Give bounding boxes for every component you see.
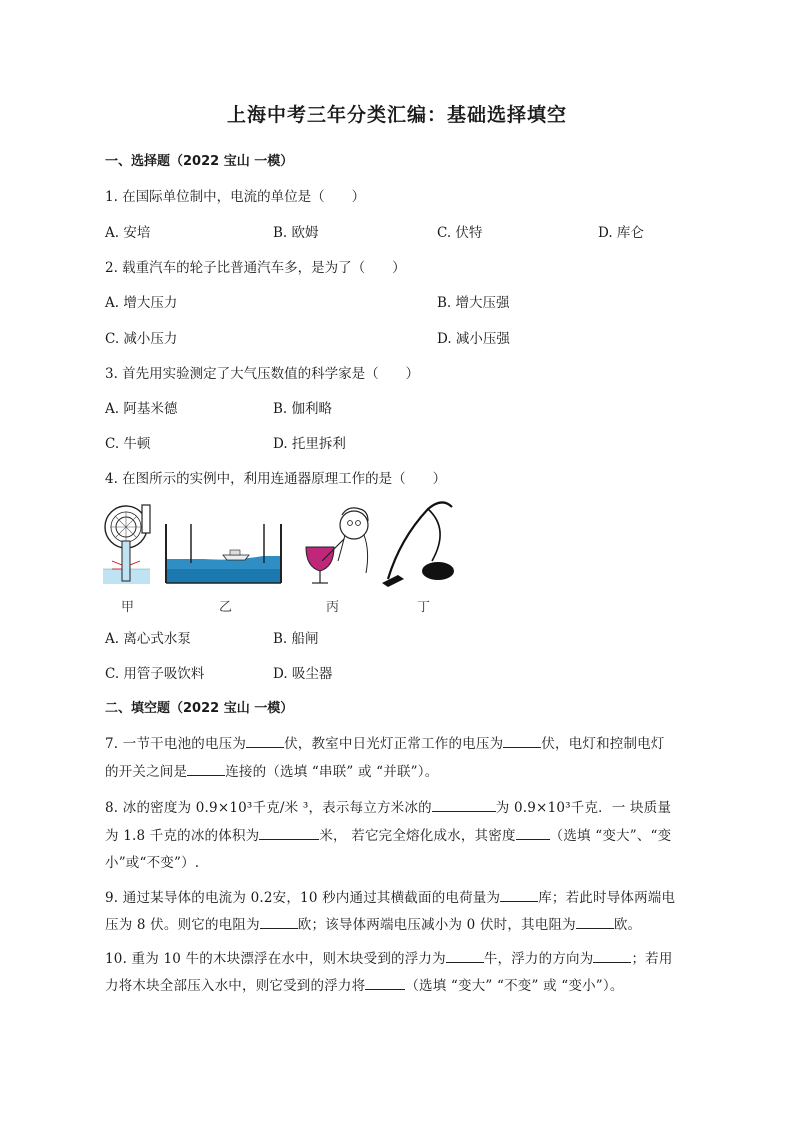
q4-option-d: D. 吸尘器 [273, 666, 333, 682]
q3-option-d: D. 托里拆利 [273, 436, 346, 452]
q10-blank-2 [593, 948, 631, 963]
figure-label-bing: 丙 [326, 600, 340, 615]
q4-option-b: B. 船闸 [273, 631, 319, 647]
question-8-line-1 [105, 796, 671, 816]
q10-blank-1 [446, 948, 484, 963]
q8-blank-3 [516, 825, 550, 840]
q4-option-c: C. 用管子吸饮料 [105, 666, 205, 682]
q8-text-5: （选填 “变大”、“变 [549, 828, 672, 844]
q2-option-d: D. 减小压强 [437, 331, 510, 347]
q9-blank-1 [500, 887, 538, 902]
q9-text-1: 9. 通过某导体的电流为 0.2安，10 秒内通过其横截面的电荷量为 [105, 890, 501, 906]
q8-text-3: 为 1.8 千克的冰的体积为 [105, 828, 260, 844]
q7-text-3: 伏，电灯和控制电灯 [541, 736, 665, 752]
q10-text-4: 力将木块全部压入水中，则它受到的浮力将 [105, 978, 366, 994]
q10-text-2: 牛，浮力的方向为 [483, 951, 594, 967]
question-9-line-2 [105, 913, 641, 933]
q7-text-2: 伏，教室中日光灯正常工作的电压为 [284, 736, 504, 752]
q7-text-4: 的开关之间是 [105, 764, 188, 780]
q10-text-3: ；若用 [631, 951, 673, 967]
q10-text-5: （选填 “变大” “不变” 或 “变小”）。 [405, 978, 624, 994]
q1-option-d: D. 库仑 [598, 225, 644, 241]
page-title: 上海中考三年分类汇编：基础选择填空 [226, 104, 567, 126]
figure-ship-lock [163, 519, 285, 585]
q3-option-a: A. 阿基米德 [105, 401, 178, 417]
q9-text-2: 库；若此时导体两端电 [538, 890, 676, 906]
question-4-stem: 4. 在图所示的实例中，利用连通器原理工作的是（ ） [105, 471, 447, 487]
q10-text-1: 10. 重为 10 牛的木块漂浮在水中，则木块受到的浮力为 [105, 951, 446, 967]
q10-blank-3 [365, 975, 405, 990]
q1-option-a: A. 安培 [105, 225, 151, 241]
figure-label-jia: 甲 [121, 600, 135, 615]
q9-blank-3 [576, 914, 614, 929]
q7-text-5: 连接的（选填 “串联” 或 “并联”）。 [225, 764, 439, 780]
question-7-line-2 [105, 760, 438, 780]
q1-option-b: B. 欧姆 [273, 225, 319, 241]
figure-label-ding: 丁 [417, 600, 431, 615]
q8-text-2: 为 0.9×10³千克．一 块质量 [495, 800, 672, 816]
figure-label-yi: 乙 [219, 600, 233, 615]
figure-centrifugal-pump [102, 503, 152, 585]
q3-option-c: C. 牛顿 [105, 436, 151, 452]
question-7-line-1 [105, 732, 665, 752]
question-8-line-3: 小”或“不变”）. [105, 855, 200, 871]
q9-text-5: 欧。 [613, 917, 642, 933]
question-3-stem: 3. 首先用实验测定了大气压数值的科学家是（ ） [105, 366, 420, 382]
q2-option-b: B. 增大压强 [437, 295, 510, 311]
q8-text-1: 8. 冰的密度为 0.9×10³千克/米 ³，表示每立方米冰的 [105, 800, 432, 816]
q8-text-4: 米， 若它完全熔化成水，其密度 [319, 828, 516, 844]
q9-text-3: 压为 8 伏。则它的电阻为 [105, 917, 260, 933]
q7-blank-3 [187, 761, 225, 776]
q2-option-a: A. 增大压力 [105, 295, 178, 311]
question-2-stem: 2. 载重汽车的轮子比普通汽车多，是为了（ ） [105, 260, 406, 276]
q9-blank-2 [260, 914, 298, 929]
q7-blank-1 [246, 733, 284, 748]
question-10-line-1 [105, 947, 673, 967]
q7-blank-2 [503, 733, 541, 748]
q1-option-c: C. 伏特 [437, 225, 483, 241]
q4-option-a: A. 离心式水泵 [105, 631, 191, 647]
q8-blank-2 [259, 825, 319, 840]
q8-blank-1 [432, 797, 496, 812]
figure-vacuum-cleaner [380, 499, 460, 587]
q3-option-b: B. 伽利略 [273, 401, 333, 417]
section-heading-fill: 二、填空题（2022 宝山 一模） [105, 701, 294, 716]
q2-option-c: C. 减小压力 [105, 331, 178, 347]
q7-text-1: 7. 一节干电池的电压为 [105, 736, 247, 752]
q9-text-4: 欧；该导体两端电压减小为 0 伏时，其电阻为 [297, 917, 576, 933]
question-8-line-2 [105, 824, 671, 844]
figure-drinking-straw [298, 501, 376, 587]
section-heading-choice: 一、选择题（2022 宝山 一模） [105, 154, 294, 169]
question-1-stem: 1. 在国际单位制中，电流的单位是（ ） [105, 189, 366, 205]
question-9-line-1 [105, 886, 675, 906]
question-10-line-2 [105, 974, 624, 994]
